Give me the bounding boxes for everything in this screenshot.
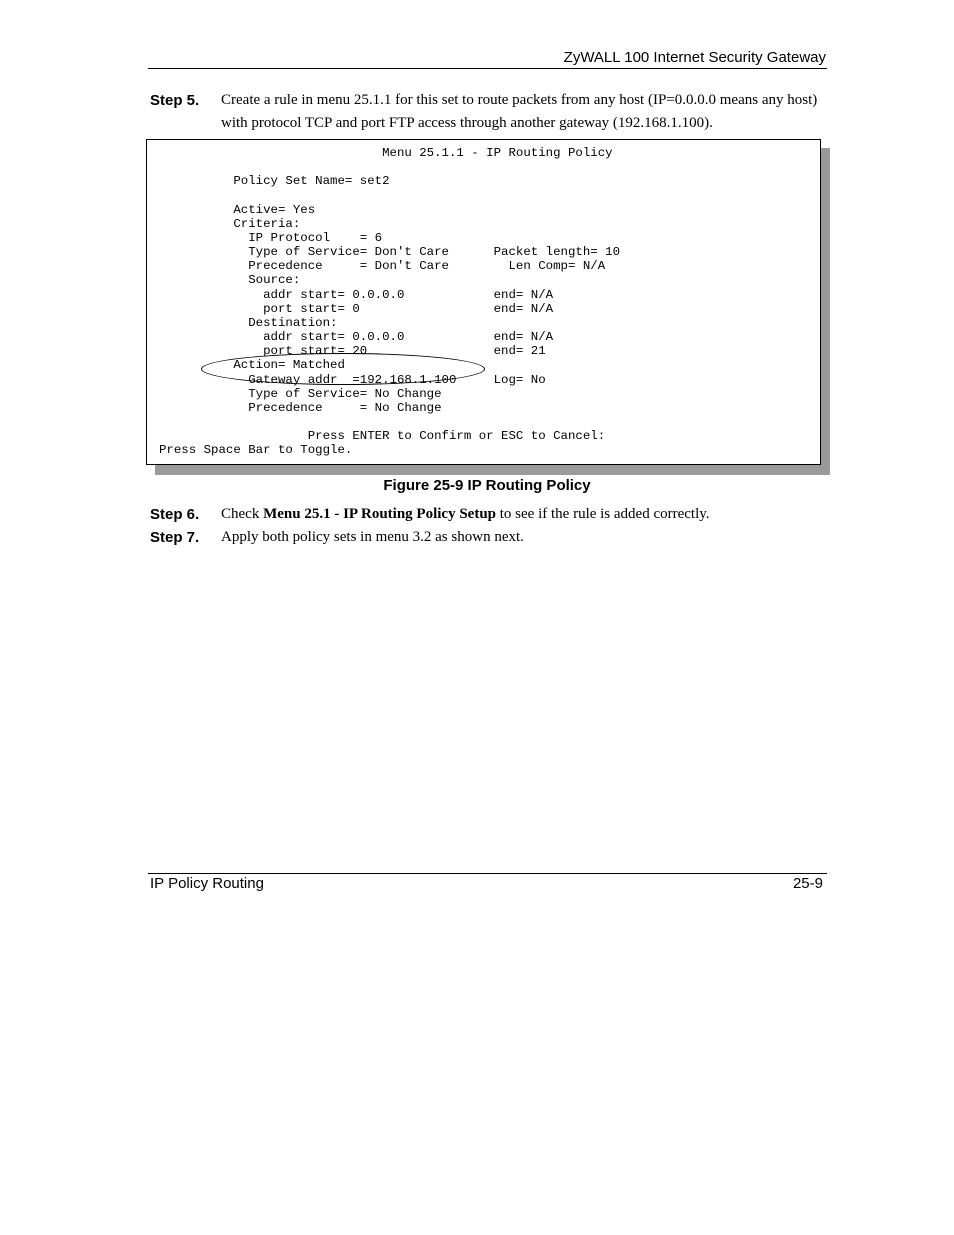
terminal-line: addr start= 0.0.0.0 end= N/A [159,287,554,302]
step-6-label: Step 6. [150,506,200,523]
figure-caption: Figure 25-9 IP Routing Policy [383,477,591,494]
gateway-highlight-ellipse [201,353,485,385]
terminal-line: Criteria: [159,216,301,231]
terminal-line: Press ENTER to Confirm or ESC to Cancel: [159,429,606,444]
footer-page-number: 25-9 [792,875,823,892]
terminal-line: IP Protocol = 6 [159,230,383,245]
step-6-text [221,503,821,526]
footer-divider [148,873,827,874]
step-7-text: Apply both policy sets in menu 3.2 as shown next. [221,529,524,545]
step-6-text-before: Check [221,506,264,522]
terminal-line: Type of Service= Don't Care Packet length= 10 [159,245,621,260]
step-6-menu-name: Menu 25.1 - IP Routing Policy Setup [263,506,497,522]
step-5-text: Create a rule in menu 25.1.1 for this set to route packets from any host (IP=0.0.0.0 means any host) with protocol TCP and port FTP access through another gateway (192.168.1.100). [221,92,818,131]
terminal-line: Menu 25.1.1 - IP Routing Policy [159,146,613,160]
terminal-line: Type of Service= No Change [159,386,442,401]
terminal-line: Press Space Bar to Toggle. [159,443,353,458]
terminal-line: Precedence = Don't Care Len Comp= N/A [159,259,606,274]
step-7-label: Step 7. [150,529,200,546]
running-header-title: ZyWALL 100 Internet Security Gateway [563,49,826,66]
step-7 [150,526,830,549]
terminal-screen [146,139,821,465]
footer-chapter-title: IP Policy Routing [150,875,264,892]
step-6 [150,503,830,526]
terminal-line: port start= 0 end= N/A [159,301,554,316]
step-5-label: Step 5. [150,92,200,109]
step-6-text-after: to see if the rule is added correctly. [496,506,710,522]
terminal-line: port start= 20 end= 21 [159,344,546,359]
terminal-line: Gateway addr =192.168.1.100 Log= No [159,372,546,387]
terminal-line: Destination: [159,315,338,330]
terminal-line: Source: [159,273,301,288]
terminal-line: Policy Set Name= set2 [159,174,390,189]
terminal-line: addr start= 0.0.0.0 end= N/A [159,330,554,345]
step-5 [150,89,830,137]
terminal-line: Precedence = No Change [159,400,442,415]
terminal-line: Action= Matched [159,358,345,373]
terminal-text [159,146,620,457]
terminal-line: Active= Yes [159,202,316,217]
header-divider [148,68,827,69]
